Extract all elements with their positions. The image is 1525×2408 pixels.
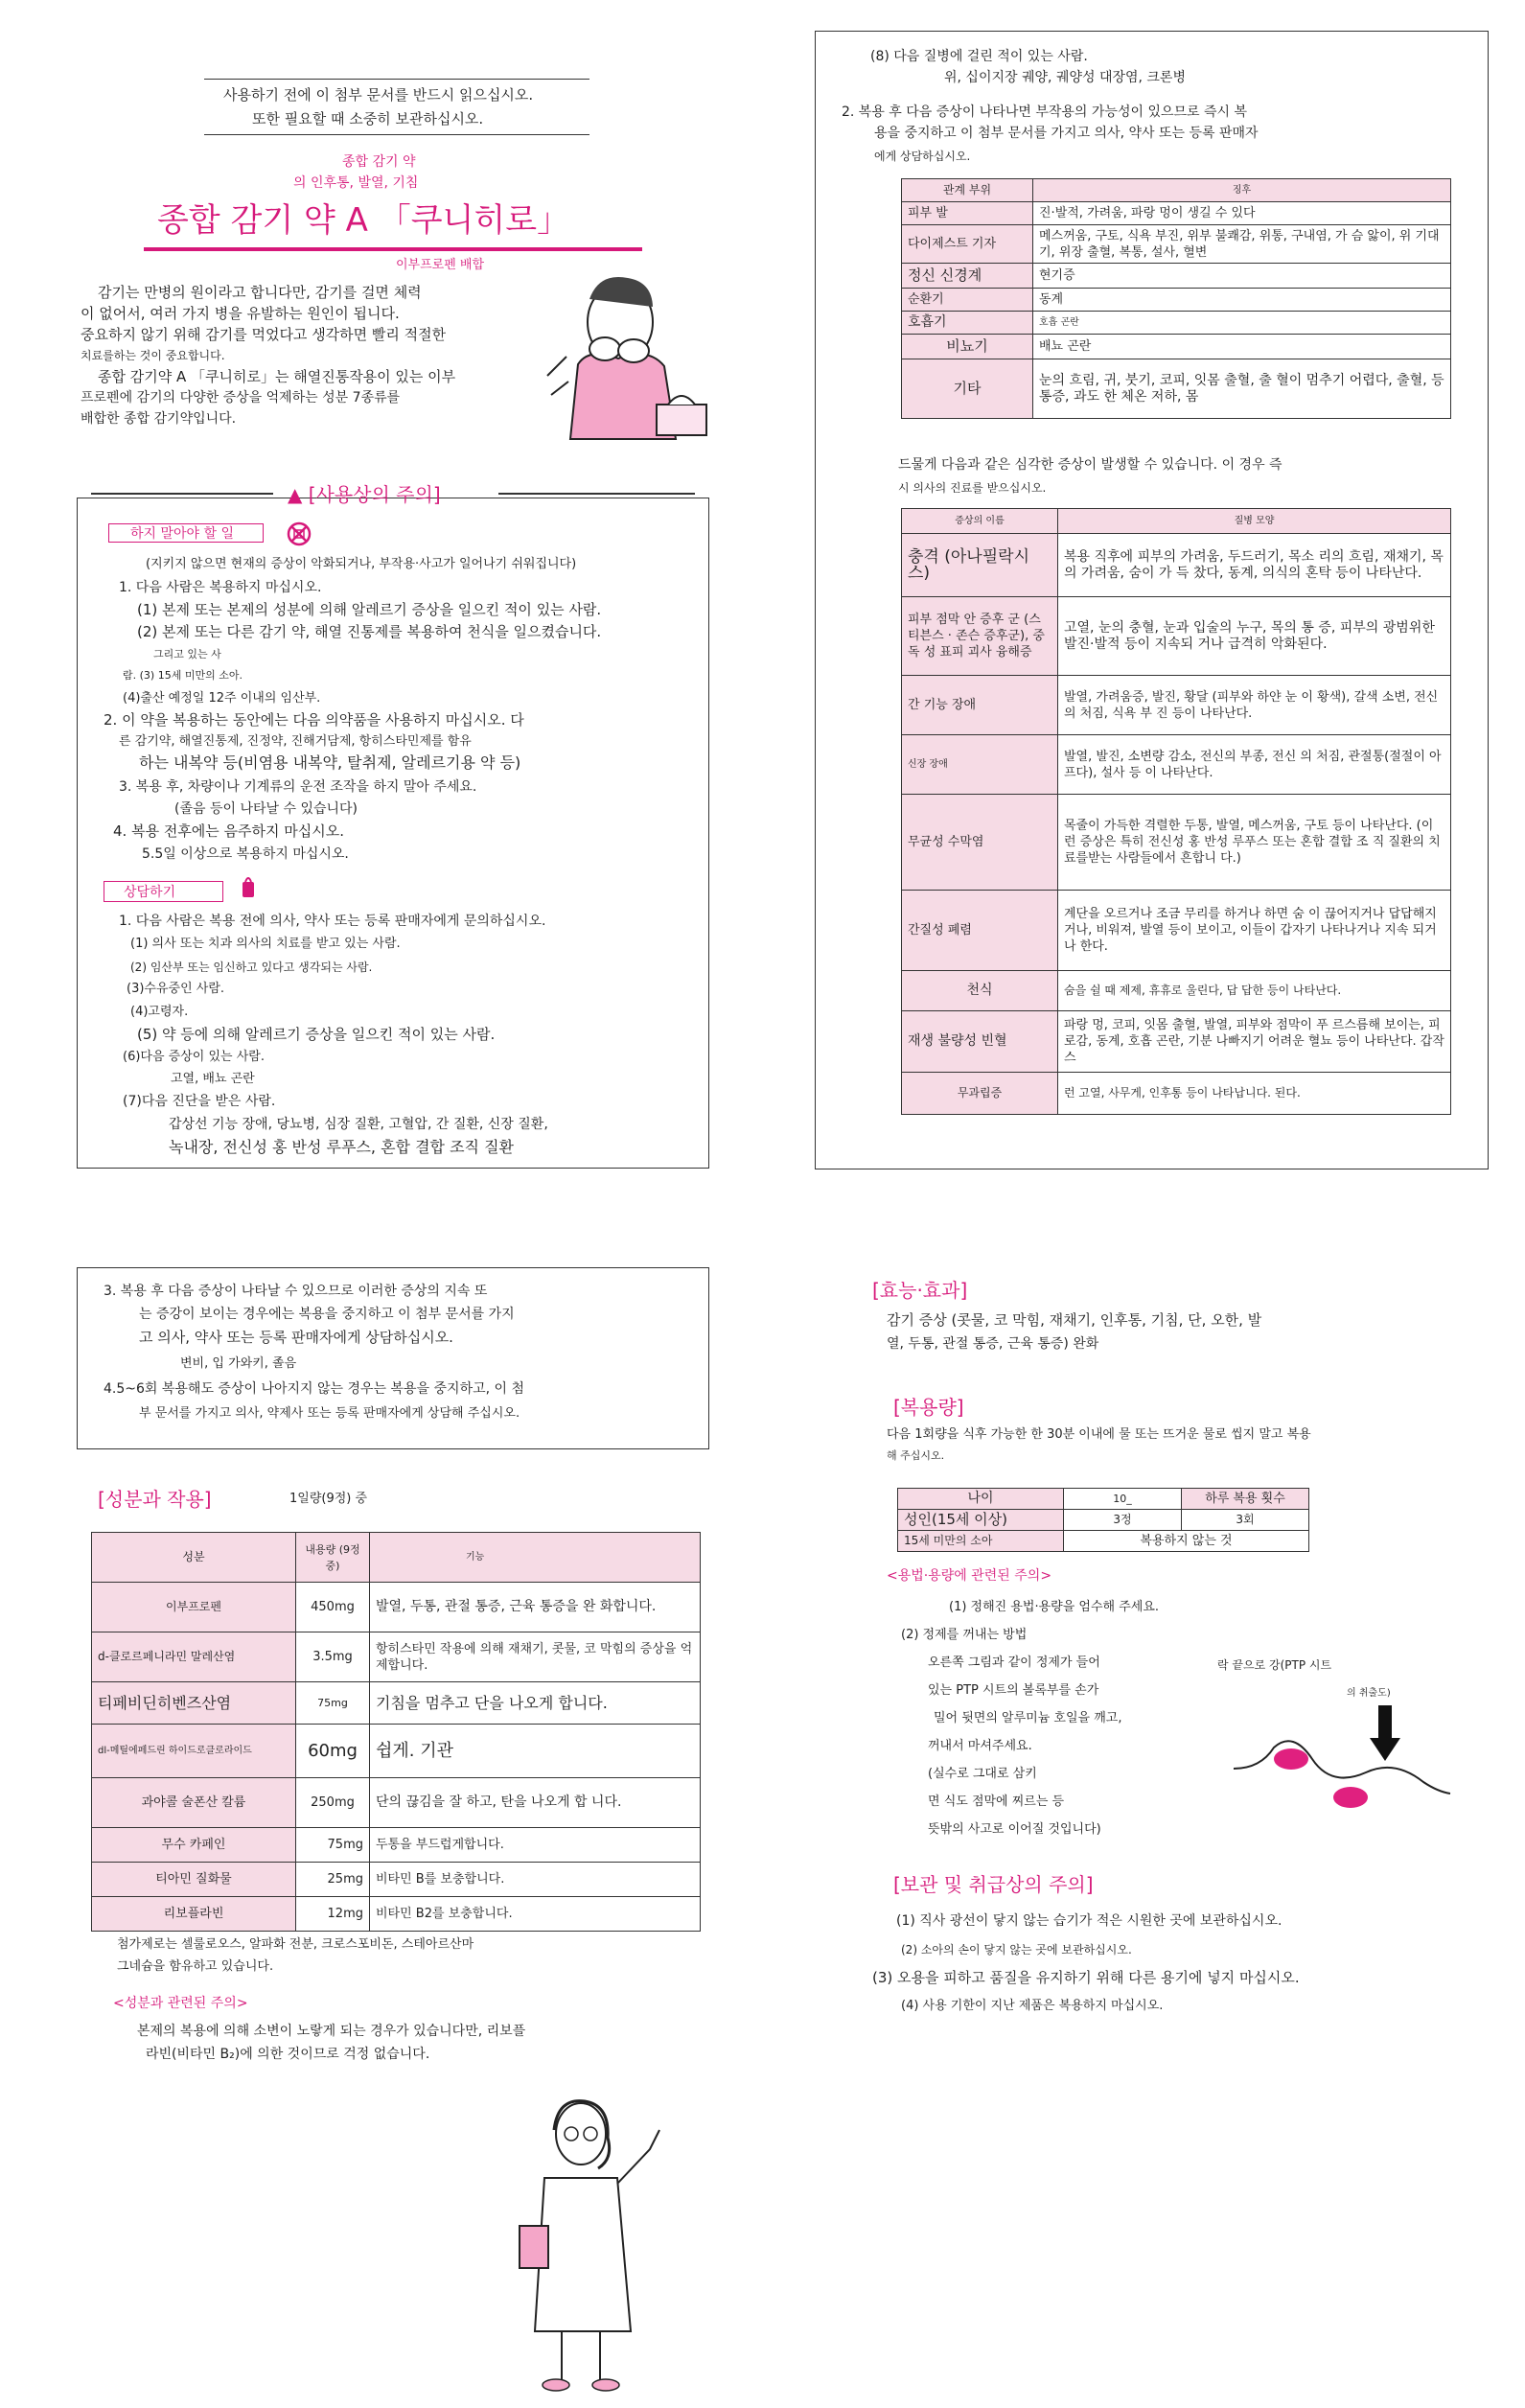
table-row [902,312,1451,335]
dont-line: (1) 본제 또는 본제의 성분에 의해 알레르기 증상을 일으킨 적이 있는 사람. [137,601,602,618]
caution-title-line-left [91,493,273,495]
top-note-2: 또한 필요할 때 소중히 보관하십시오. [252,110,484,127]
table-cell: 3.5mg [296,1632,370,1682]
effect-line: 열, 두통, 관절 통증, 근육 통증) 완화 [887,1336,1099,1352]
figure-label-2: 의 취출도) [1347,1688,1391,1699]
table-cell: 쉽게. 기관 [370,1725,701,1778]
intro-line: 종합 감기약 A 「쿠니히로」는 해열진통작용이 있는 이부 [98,368,456,385]
table-row [92,1863,701,1897]
table-cell: 비타민 B를 보충합니다. [370,1863,701,1897]
table-cell: 발열, 가려움증, 발진, 황달 (피부와 하얀 눈 이 황색), 갈색 소변, 전신의 처짐, 식욕 부 진 등이 나타난다. [1058,676,1451,735]
table-cell: 무균성 수막염 [902,795,1058,891]
consult-line: 1. 다음 사람은 복용 전에 의사, 약사 또는 등록 판매자에게 문의하십시오. [119,914,546,929]
consult-icon [240,874,257,899]
subtitle-2: 의 인후통, 발열, 기침 [293,175,419,191]
intro-line: 중요하지 않기 위해 감기를 먹었다고 생각하면 빨리 적절한 [81,326,447,343]
dont-label: 하지 말아야 할 일 [108,523,264,543]
column-header: 기능 [370,1533,701,1583]
p2-line: 위, 십이지장 궤양, 궤양성 대장염, 크론병 [944,70,1186,85]
table-cell: 기침을 멈추고 단을 나오게 합니다. [370,1682,701,1725]
table-cell: 3정 [1064,1510,1182,1531]
table-cell: 고열, 눈의 충혈, 눈과 입술의 누구, 목의 통 증, 피부의 광범위한 발진·발적 등이 지속되 거나 급격히 악화된다. [1058,597,1451,676]
table-row [902,289,1451,312]
table-cell: 450mg [296,1583,370,1632]
table-cell: 복용하지 않는 것 [1064,1531,1309,1552]
table-row [902,735,1451,795]
subtitle-1: 종합 감기 약 [342,154,416,170]
usage-line: (실수로 그대로 삼키 [928,1767,1037,1781]
table-cell: 발열, 두통, 관절 통증, 근육 통증을 완 화합니다. [370,1583,701,1632]
column-header: 관계 부위 [902,179,1033,202]
dont-line: 4. 복용 전후에는 음주하지 마십시오. [113,822,345,840]
usage-line: 뜻밖의 사고로 이어질 것입니다) [928,1822,1101,1837]
table-cell: 성인(15세 이상) [898,1510,1064,1531]
table-cell: 간질성 폐렴 [902,891,1058,971]
table-row [92,1682,701,1725]
table-cell: 복용 직후에 피부의 가려움, 두드러기, 목소 리의 흐림, 재채기, 목의 가려움, 숨이 가 득 찼다, 동계, 의식의 혼탁 등이 나타난다. [1058,534,1451,597]
table-cell: 75mg [296,1682,370,1725]
column-header: 하루 복용 횟수 [1182,1489,1309,1510]
usage-line: (1) 정해진 용법·용량을 엄수해 주세요. [949,1600,1160,1614]
table-row [902,534,1451,597]
table-cell: 피부 점막 안 증후 군 (스티븐스 · 존슨 증후군), 중독 성 표피 괴사 융해증 [902,597,1058,676]
side-effects-table [901,178,1451,419]
table-cell: 런 고열, 사무게, 인후통 등이 나타납니다. 된다. [1058,1073,1451,1115]
per-day-label: 1일량(9정) 중 [289,1492,368,1506]
table-cell: d-클로르페니라민 말레산염 [92,1632,296,1682]
table-cell: 호흡 곤란 [1033,312,1451,335]
table-cell: 발열, 발진, 소변량 감소, 전신의 부종, 전신 의 처짐, 관절통(절절이 아프다), 설사 등 이 나타난다. [1058,735,1451,795]
dont-line: (4)출산 예정일 12주 이내의 임산부. [123,691,321,706]
p2-line: (8) 다음 질병에 걸린 적이 있는 사람. [870,49,1088,64]
dont-line: 람. (3) 15세 미만의 소아. [123,669,243,682]
table-row [902,891,1451,971]
table-cell: 피부 발 [902,202,1033,225]
consult-line: (4)고령자. [130,1005,189,1019]
prohibit-icon [287,521,312,546]
top-note-1: 사용하기 전에 이 첨부 문서를 반드시 읽으십시오. [223,86,534,104]
additive-line: 첨가제로는 셀룰로오스, 알파화 전분, 크로스포비돈, 스테아르산마 [117,1937,474,1952]
dosage-table [897,1488,1309,1552]
table-row [902,202,1451,225]
serious-symptoms-table [901,508,1451,1115]
consult-line: (1) 의사 또는 치과 의사의 치료를 받고 있는 사람. [130,937,401,951]
consult-line: 고열, 배뇨 곤란 [171,1072,255,1086]
dont-line: 른 감기약, 해열진통제, 진정약, 진해거담제, 항히스타민제를 함유 [119,734,472,749]
table-cell: 15세 미만의 소아 [898,1531,1064,1552]
table-cell: 눈의 흐림, 귀, 붓기, 코피, 잇몸 출혈, 출 혈이 멈추기 어렵다, 출혈, 등 통증, 과도 한 체온 저하, 몸 [1033,359,1451,419]
consult-line: 녹내장, 전신성 홍 반성 루푸스, 혼합 결합 조직 질환 [169,1138,514,1156]
usage-line: 꺼내서 마셔주세요. [928,1739,1032,1753]
table-cell: 계단을 오르거나 조금 무리를 하거나 하면 숨 이 끊어지거나 답답해지거나, 비워져, 발열 등이 보이고, 이들이 갑자기 나타나거나 지속 되거나 한다. [1058,891,1451,971]
table-cell: 무과립증 [902,1073,1058,1115]
column-header: 내용량 (9정중) [296,1533,370,1583]
table-cell: 숨을 쉴 때 제제, 휴휴로 울린다, 답 답한 등이 나타난다. [1058,971,1451,1011]
table-row [92,1828,701,1863]
table-cell: 순환기 [902,289,1033,312]
table-row [902,795,1451,891]
p3-line: 는 증강이 보이는 경우에는 복용을 중지하고 이 첨부 문서를 가지 [139,1307,515,1322]
intro-line: 프로펜에 감기의 다양한 증상을 억제하는 성분 7종류를 [81,390,401,405]
column-header: 증상의 이름 [902,509,1058,534]
storage-line: (3) 오용을 피하고 품질을 유지하기 위해 다른 용기에 넣지 마십시오. [872,1969,1300,1986]
table-row [92,1583,701,1632]
column-header: 성분 [92,1533,296,1583]
effect-line: 감기 증상 (콧물, 코 막힘, 재채기, 인후통, 기침, 단, 오한, 발 [887,1311,1262,1329]
usage-line: 오른쪽 그림과 같이 정제가 들어 [928,1656,1100,1670]
table-row [902,1073,1451,1115]
table-cell: 비뇨기 [902,335,1033,359]
table-cell: 천식 [902,971,1058,1011]
dont-line: 5.5일 이상으로 복용하지 마십시오. [142,846,349,862]
usage-line: 있는 PTP 시트의 볼록부를 손가 [928,1683,1099,1698]
caution-title: ▲ [사용상의 주의] [288,483,441,506]
figure-label-1: 락 끝으로 강(PTP 시트 [1217,1658,1332,1672]
consult-line: 갑상선 기능 장애, 당뇨병, 심장 질환, 고혈압, 간 질환, 신장 질환, [169,1117,548,1132]
table-row [92,1725,701,1778]
intro-line: 배합한 종합 감기약입니다. [81,411,237,427]
dont-line: (2) 본제 또는 다른 감기 약, 해열 진통제를 복용하여 천식을 일으켰습니다. [137,623,602,640]
table-cell: 두통을 부드럽게합니다. [370,1828,701,1863]
consult-line: (5) 약 등에 의해 알레르기 증상을 일으킨 적이 있는 사람. [137,1026,496,1043]
p2-line: 에게 상담하십시오. [874,150,971,163]
table-cell: 신장 장애 [902,735,1058,795]
table-cell: 250mg [296,1778,370,1828]
table-row [902,676,1451,735]
sick-man-illustration [542,261,714,443]
product-title: 종합 감기 약 A 「쿠니히로」 [157,201,570,240]
consult-line: (7)다음 진단을 받은 사람. [123,1094,276,1109]
table-cell: 과야콜 술폰산 칼륨 [92,1778,296,1828]
table-cell: 75mg [296,1828,370,1863]
ptp-sheet-illustration [1232,1702,1452,1817]
usage-line: 밀어 뒷면의 알루미늄 호일을 깨고, [934,1711,1122,1725]
p3-line: 변비, 입 가와키, 졸음 [180,1356,297,1371]
table-cell: 동계 [1033,289,1451,312]
usage-line: 면 식도 점막에 찌르는 등 [928,1794,1065,1809]
table-cell: 충격 (아나필락시스) [902,534,1058,597]
table-row [902,264,1451,289]
p2-mid-line: 드물게 다음과 같은 심각한 증상이 발생할 수 있습니다. 이 경우 즉 [898,457,1282,473]
table-row [92,1778,701,1828]
table-cell: 이부프로펜 [92,1583,296,1632]
dont-line: 1. 다음 사람은 복용하지 마십시오. [119,580,322,595]
table-cell: 리보플라빈 [92,1897,296,1932]
table-cell: dl-메틸에페드린 하이드로클로라이드 [92,1725,296,1778]
table-row [902,359,1451,419]
related-line: 본제의 복용에 의해 소변이 노랗게 되는 경우가 있습니다만, 리보플 [137,2024,526,2039]
table-cell: 항히스타민 작용에 의해 재채기, 콧물, 코 막힘의 증상을 억제합니다. [370,1632,701,1682]
p2-mid-line: 시 의사의 진료를 받으십시오. [898,481,1047,495]
p3-line: 고 의사, 약사 또는 등록 판매자에게 상담하십시오. [139,1329,453,1346]
table-row [902,225,1451,264]
p3-line: 4.5~6회 복용해도 증상이 나아지지 않는 경우는 복용을 중지하고, 이 첨 [104,1381,525,1397]
table-cell: 티페비딘히벤즈산염 [92,1682,296,1725]
dont-line: 그리고 있는 사 [153,648,221,660]
table-row [902,1011,1451,1073]
top-rule [204,79,589,80]
consult-line: (6)다음 증상이 있는 사람. [123,1050,265,1064]
usage-title: <용법·용량에 관련된 주의> [887,1568,1052,1584]
table-cell: 파랑 멍, 코피, 잇몸 출혈, 발열, 피부와 점막이 푸 르스름해 보이는, 피로감, 동계, 호흡 곤란, 기분 나빠지기 어려운 혈뇨 등이 나타난다. 갑작스 [1058,1011,1451,1073]
column-header: 10_ [1064,1489,1182,1510]
table-header [898,1489,1309,1510]
storage-line: (1) 직사 광선이 닿지 않는 습기가 적은 시원한 곳에 보관하십시오. [896,1913,1282,1929]
table-cell: 무수 카페인 [92,1828,296,1863]
doctor-illustration [506,2092,679,2398]
p3-line: 3. 복용 후 다음 증상이 나타날 수 있으므로 이러한 증상의 지속 또 [104,1284,488,1299]
intro-line: 이 없어서, 여러 가지 병을 유발하는 원인이 됩니다. [81,305,400,322]
table-cell: 60mg [296,1725,370,1778]
table-row [92,1632,701,1682]
table-cell: 재생 불량성 빈혈 [902,1011,1058,1073]
table-cell: 비타민 B2를 보충합니다. [370,1897,701,1932]
effect-title: [효능·효과] [872,1279,968,1302]
consult-label: 상담하기 [104,881,223,902]
dont-line: 3. 복용 후, 차량이나 기계류의 운전 조작을 하지 말아 주세요. [119,779,477,795]
table-cell: 배뇨 곤란 [1033,335,1451,359]
table-cell: 현기증 [1033,264,1451,289]
table-cell: 기타 [902,359,1033,419]
title-underline [144,247,642,251]
table-cell: 25mg [296,1863,370,1897]
dont-line: 2. 이 약을 복용하는 동안에는 다음 의약품을 사용하지 마십시오. 다 [104,711,524,729]
top-rule-bottom [204,134,589,135]
dose-line: 다음 1회량을 식후 가능한 한 30분 이내에 물 또는 뜨거운 물로 씹지 말고 복용 [887,1427,1311,1442]
table-header [92,1533,701,1583]
formula-label: 이부프로펜 배합 [396,258,485,272]
table-row [902,971,1451,1011]
column-header: 징후 [1033,179,1451,202]
caution-title-line-right [498,493,695,495]
table-cell: 다이제스트 기자 [902,225,1033,264]
table-row [902,335,1451,359]
table-header [902,509,1451,534]
table-cell: 호흡기 [902,312,1033,335]
p2-line: 2. 복용 후 다음 증상이 나타나면 부작용의 가능성이 있으므로 즉시 복 [842,104,1248,120]
ingredients-title: [성분과 작용] [98,1488,212,1511]
usage-line: (2) 정제를 꺼내는 방법 [901,1628,1028,1642]
dont-line: 하는 내복약 등(비염용 내복약, 탈취제, 알레르기용 약 등) [139,753,521,772]
dont-line: (졸음 등이 나타날 수 있습니다) [174,801,358,817]
table-cell: 간 기능 장애 [902,676,1058,735]
table-cell: 목줄이 가득한 격렬한 두통, 발열, 메스꺼움, 구토 등이 나타난다. (이런 증상은 특히 전신성 홍 반성 루푸스 또는 혼합 결합 조 직 질환의 치료를받는 사람들에서 흔합니 다.) [1058,795,1451,891]
table-header [902,179,1451,202]
intro-line: 감기는 만병의 원이라고 합니다만, 감기를 걸면 체력 [98,284,422,301]
related-title: <성분과 관련된 주의> [113,1996,248,2011]
table-cell: 메스꺼움, 구토, 식욕 부진, 위부 불쾌감, 위통, 구내염, 가 슴 앓이, 위 기대기, 위장 출혈, 복통, 설사, 혈변 [1033,225,1451,264]
table-row [898,1510,1309,1531]
table-row [92,1897,701,1932]
table-row [902,597,1451,676]
dose-line: 해 주십시오. [887,1449,945,1462]
storage-line: (2) 소아의 손이 닿지 않는 곳에 보관하십시오. [901,1943,1132,1956]
consult-line: (2) 임산부 또는 임신하고 있다고 생각되는 사람. [130,961,373,974]
p3-line: 부 문서를 가지고 의사, 약제사 또는 등록 판매자에게 상담해 주십시오. [139,1406,520,1421]
table-cell: 3회 [1182,1510,1309,1531]
storage-line: (4) 사용 기한이 지난 제품은 복용하지 마십시오. [901,1999,1164,2013]
column-header: 나이 [898,1489,1064,1510]
intro-line: 치료를하는 것이 중요합니다. [81,349,225,362]
storage-title: [보관 및 취급상의 주의] [893,1873,1094,1896]
table-row [898,1531,1309,1552]
dont-line: (지키지 않으면 현재의 증상이 악화되거나, 부작용·사고가 일어나기 쉬워집니다) [146,557,577,571]
table-cell: 12mg [296,1897,370,1932]
related-line: 라빈(비타민 B₂)에 의한 것이므로 걱정 없습니다. [146,2047,430,2062]
p2-line: 용을 중지하고 이 첨부 문서를 가지고 의사, 약사 또는 등록 판매자 [874,126,1259,141]
table-cell: 정신 신경계 [902,264,1033,289]
ingredients-table [91,1532,701,1932]
table-cell: 티아민 질화물 [92,1863,296,1897]
table-cell: 단의 끊김을 잘 하고, 탄을 나오게 합 니다. [370,1778,701,1828]
column-header: 질병 모양 [1058,509,1451,534]
table-cell: 진·발적, 가려움, 파랑 멍이 생길 수 있다 [1033,202,1451,225]
consult-line: (3)수유중인 사람. [127,982,225,996]
additive-line: 그네슘을 함유하고 있습니다. [117,1959,274,1974]
dose-title: [복용량] [893,1396,964,1419]
